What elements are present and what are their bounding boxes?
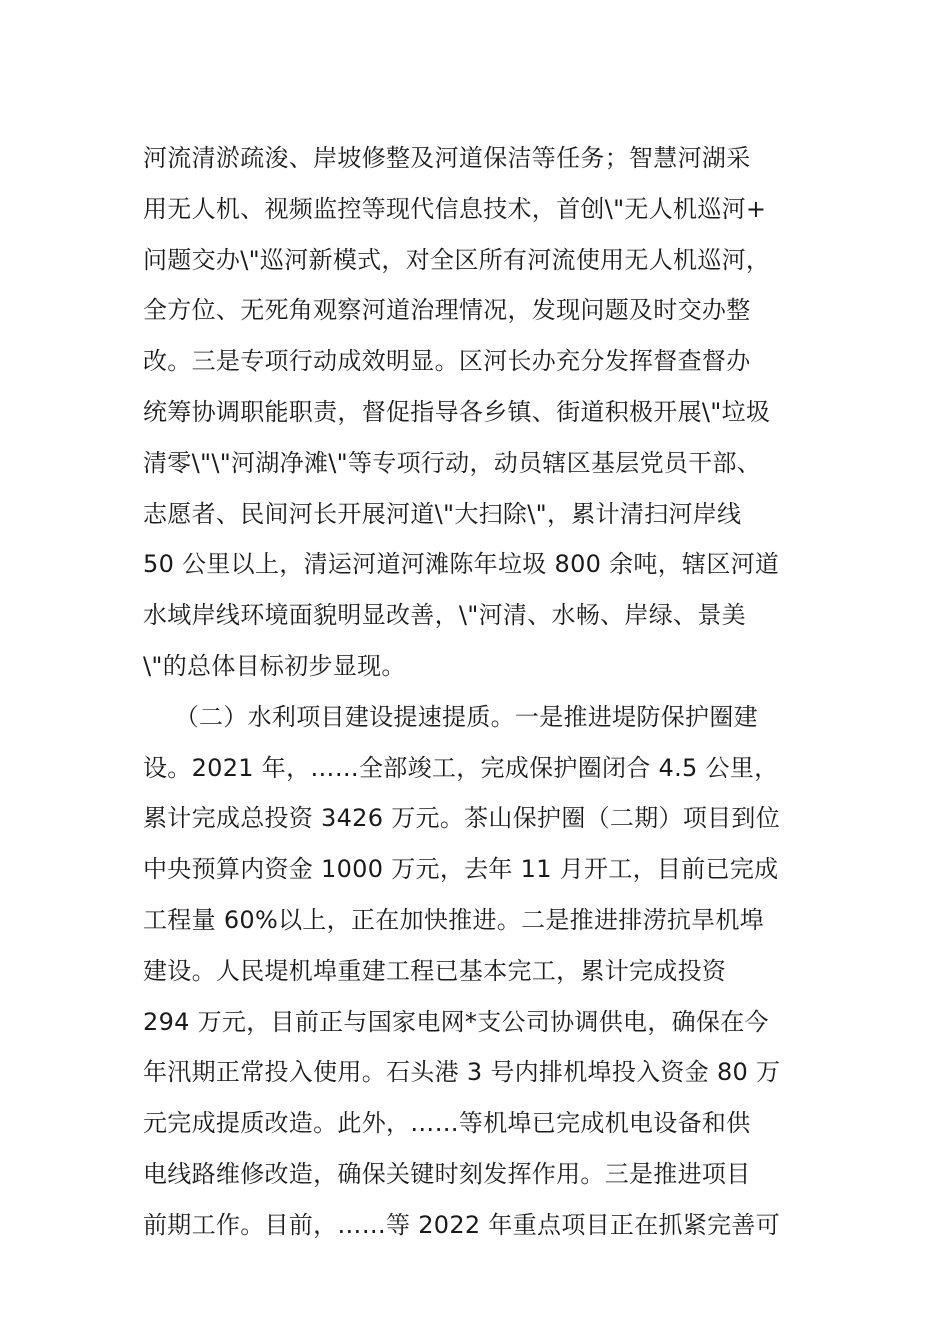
text-line: 统筹协调职能职责，督促指导各乡镇、街道积极开展\"垃圾 [143,397,771,426]
text-line: \"的总体目标初步显现。 [143,651,406,680]
text-line: 全方位、无死角观察河道治理情况，发现问题及时交办整 [143,296,751,325]
text-line: 志愿者、民间河长开展河道\"大扫除\"，累计清扫河岸线 [143,499,742,528]
text-line: 294 万元，目前正与国家电网*支公司协调供电，确保在今 [143,1007,769,1036]
text-line: 建设。人民堤机埠重建工程已基本完工，累计完成投资 [143,956,727,985]
text-line: 改。三是专项行动成效明显。区河长办充分发挥督查督办 [143,347,751,376]
text-line: 清零\"\"河湖净滩\"等专项行动，动员辖区基层党员干部、 [143,448,762,477]
text-line: 累计完成总投资 3426 万元。茶山保护圈（二期）项目到位 [143,804,781,833]
text-line: 中央预算内资金 1000 万元，去年 11 月开工，目前已完成 [143,855,779,884]
text-line: 工程量 60%以上，正在加快推进。二是推进排涝抗旱机埠 [143,905,765,934]
text-line: 元完成提质改造。此外，……等机埠已完成机电设备和供 [143,1109,751,1138]
text-line: 年汛期正常投入使用。石头港 3 号内排机埠投入资金 80 万 [143,1058,781,1087]
text-line: 50 公里以上，清运河道河滩陈年垃圾 800 余吨，辖区河道 [143,550,780,579]
text-line: 设。2021 年，……全部竣工，完成保护圈闭合 4.5 公里， [143,753,779,782]
section-heading-line: （二）水利项目建设提速提质。一是推进堤防保护圈建 [143,702,758,731]
text-line: 电线路维修改造，确保关键时刻发挥作用。三是推进项目 [143,1159,751,1188]
body-text [143,133,823,1251]
text-line: 水域岸线环境面貌明显改善，\"河清、水畅、岸绿、景美 [143,601,746,630]
text-line: 河流清淤疏浚、岸坡修整及河道保洁等任务；智慧河湖采 [143,144,751,172]
text-line: 前期工作。目前，……等 2022 年重点项目正在抓紧完善可 [143,1210,781,1239]
text-line: 用无人机、视频监控等现代信息技术，首创\"无人机巡河+ [143,194,767,223]
text-line: 问题交办\"巡河新模式，对全区所有河流使用无人机巡河， [143,245,771,274]
